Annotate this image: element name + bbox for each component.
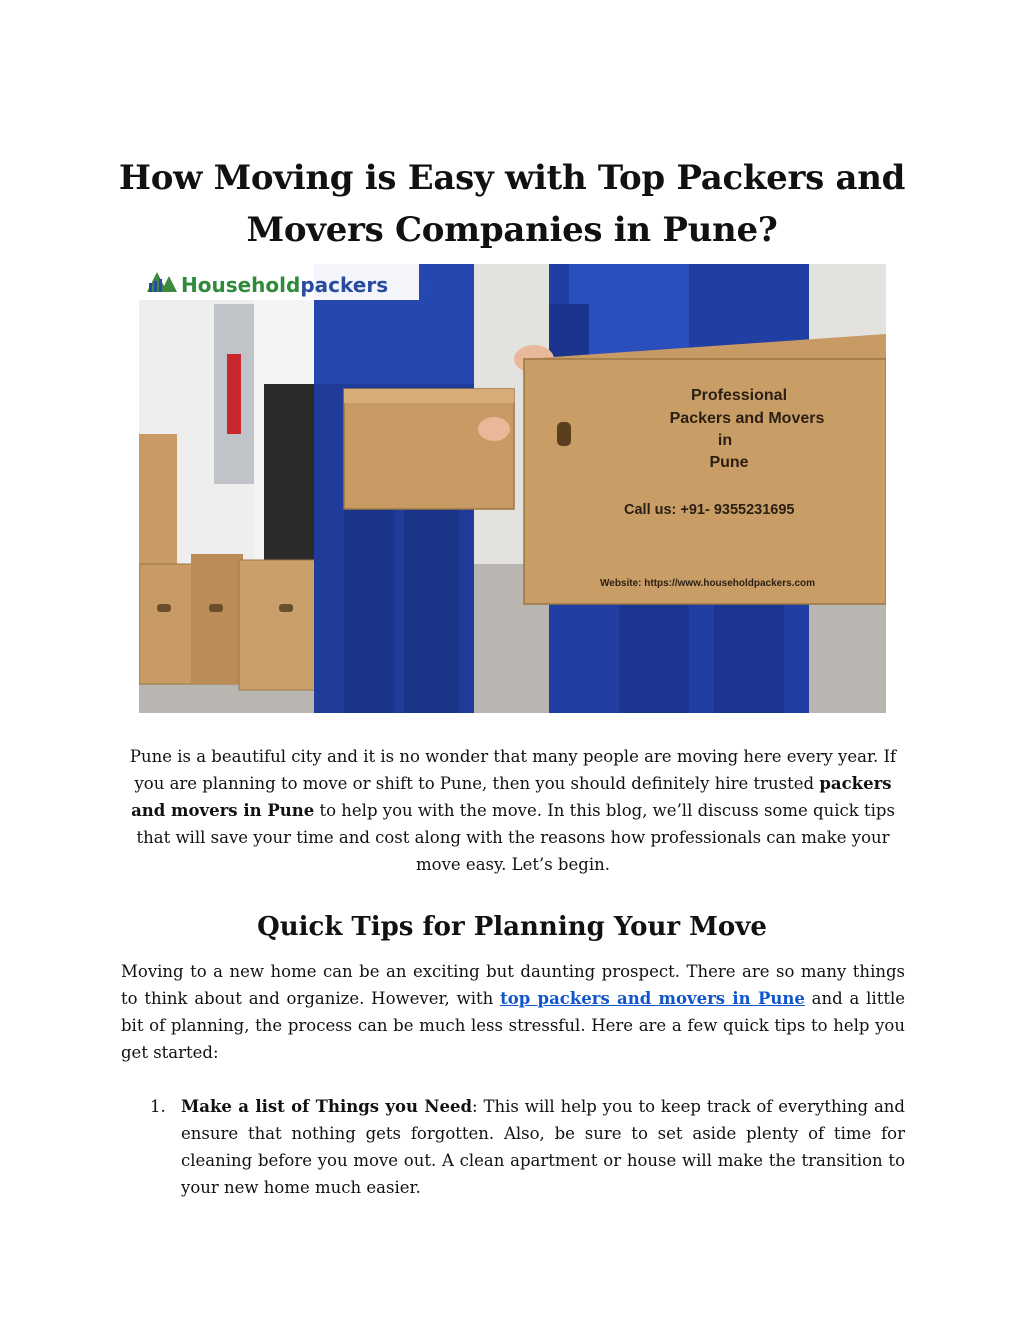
box-line-4: Pune [709, 454, 749, 471]
logo-suffix: .com [421, 278, 428, 293]
box-line-1: Professional [690, 387, 788, 404]
list-item-number: 1. [150, 1097, 166, 1116]
list-item-heading: Make a list of Things you Need [181, 1097, 473, 1116]
box-call: Call us: +91- 9355231695 [624, 502, 795, 518]
page-title: How Moving is Easy with Top Packers and Movers Companies in Pune? [118, 158, 906, 250]
section-heading: Quick Tips for Planning Your Move [257, 912, 767, 942]
company-logo [147, 272, 428, 297]
logo-text-household: Household [181, 273, 301, 297]
intro-paragraph [118, 743, 908, 878]
list-item-text: : This will help you to keep track of everything and ensure that nothing gets forgotten. Also, be sure to set aside plenty of time for cleaning before you move out. A clean apartment or house will make the transition to your new home much easier. [181, 1097, 905, 1197]
tips-list [150, 1093, 905, 1201]
intro-text-1: Pune is a beautiful city and it is no wonder that many people are moving here every year. If you are planning to move or shift to Pune, then you should definitely hire trusted [129, 747, 897, 793]
tips-intro-text-2: and a little bit of planning, the process can be much less stressful. Here are a few quick tips to help you get started: [121, 989, 906, 1062]
tips-intro-paragraph [121, 958, 905, 1066]
box-line-3: in [717, 432, 733, 449]
tips-intro-text-1: Moving to a new home can be an exciting but daunting prospect. There are so many things to think about and organize. However, with [121, 962, 905, 1008]
svg-text:Householdpackers [181, 273, 388, 297]
packers-movers-link[interactable]: top packers and movers in Pune [500, 989, 805, 1008]
intro-text-2: to help you with the move. In this blog, we’ll discuss some quick tips that will save your time and cost along with the reasons how professionals can make your move easy. Let’s begin. [136, 801, 895, 874]
box-line-2: Packers and Movers [669, 410, 825, 427]
logo-text-packers: packers [300, 273, 389, 297]
list-item [150, 1093, 905, 1201]
intro-bold-keyword: packers and movers in Pune [131, 774, 892, 820]
box-website: Website: https://www.householdpackers.com [600, 578, 816, 589]
hero-image [139, 264, 886, 713]
